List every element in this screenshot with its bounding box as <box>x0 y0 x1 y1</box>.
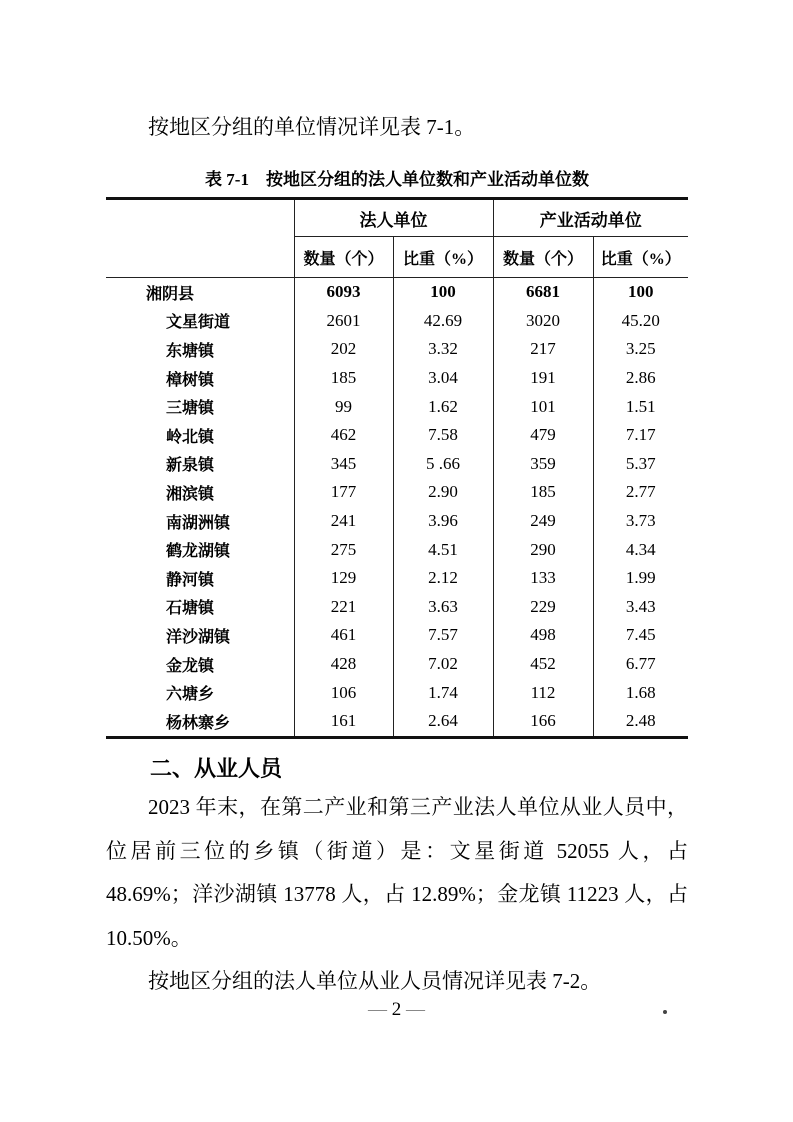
legal-share-cell: 100 <box>393 278 493 307</box>
table-row <box>106 593 688 622</box>
legal-share-cell: 3.96 <box>393 507 493 536</box>
activity-share-cell: 100 <box>593 278 688 307</box>
table-row <box>106 564 688 593</box>
legal-count-cell: 428 <box>294 650 393 679</box>
legal-share-cell: 7.58 <box>393 421 493 450</box>
region-name-cell: 六塘乡 <box>166 686 215 704</box>
legal-count-cell: 106 <box>294 678 393 707</box>
table-row <box>106 707 688 737</box>
table-row <box>106 307 688 336</box>
legal-share-cell: 3.04 <box>393 364 493 393</box>
activity-count-cell: 217 <box>493 335 593 364</box>
legal-share-cell: 3.63 <box>393 593 493 622</box>
region-name-cell: 湘滨镇 <box>166 485 215 503</box>
legal-count-cell: 221 <box>294 593 393 622</box>
legal-count-cell: 462 <box>294 421 393 450</box>
activity-count-cell: 166 <box>493 707 593 737</box>
legal-share-cell: 1.62 <box>393 392 493 421</box>
legal-share-cell: 2.90 <box>393 478 493 507</box>
legal-count-cell: 202 <box>294 335 393 364</box>
employment-paragraphs <box>106 786 688 1004</box>
page-number: 2 <box>391 999 402 1020</box>
table-row <box>106 535 688 564</box>
table-row <box>106 278 688 307</box>
region-name-cell: 鹤龙湖镇 <box>166 543 231 561</box>
region-name-cell: 东塘镇 <box>166 342 215 360</box>
legal-share-cell: 4.51 <box>393 535 493 564</box>
region-name-cell: 湘阴县 <box>146 285 195 303</box>
activity-count-cell: 359 <box>493 450 593 479</box>
region-name-cell: 杨林寨乡 <box>166 714 231 732</box>
footer-left-dash: — <box>368 999 387 1020</box>
legal-share-cell: 42.69 <box>393 307 493 336</box>
region-name-cell: 静河镇 <box>166 571 215 589</box>
legal-count-cell: 461 <box>294 621 393 650</box>
intro-paragraph: 按地区分组的单位情况详见表 7-1。 <box>148 115 476 139</box>
table-row <box>106 507 688 536</box>
table-row <box>106 621 688 650</box>
activity-count-cell: 249 <box>493 507 593 536</box>
activity-share-cell: 45.20 <box>593 307 688 336</box>
employment-paragraph-1: 2023 年末，在第二产业和第三产业法人单位从业人员中，位居前三位的乡镇（街道）是：文星街道 52055 人，占 48.69%；洋沙湖镇 13778 人，占 12.89%；金龙镇 11223 人，占 10.50%。 <box>106 795 688 950</box>
page-footer <box>0 999 793 1021</box>
legal-count-cell: 129 <box>294 564 393 593</box>
region-name-cell: 樟树镇 <box>166 371 215 389</box>
activity-count-cell: 185 <box>493 478 593 507</box>
activity-share-cell: 1.99 <box>593 564 688 593</box>
legal-share-cell: 7.02 <box>393 650 493 679</box>
section-heading-employment: 二、从业人员 <box>150 756 283 781</box>
region-name-cell: 洋沙湖镇 <box>166 628 231 646</box>
activity-count-cell: 112 <box>493 678 593 707</box>
legal-count-cell: 177 <box>294 478 393 507</box>
activity-share-cell: 3.43 <box>593 593 688 622</box>
region-name-cell: 三塘镇 <box>166 400 215 418</box>
legal-count-cell: 185 <box>294 364 393 393</box>
region-name-cell: 石塘镇 <box>166 600 215 618</box>
legal-share-cell: 2.12 <box>393 564 493 593</box>
table-row <box>106 650 688 679</box>
activity-share-cell: 3.73 <box>593 507 688 536</box>
activity-count-cell: 101 <box>493 392 593 421</box>
activity-count-cell: 290 <box>493 535 593 564</box>
activity-share-cell: 6.77 <box>593 650 688 679</box>
activity-count-cell: 452 <box>493 650 593 679</box>
region-name-cell: 南湖洲镇 <box>166 514 231 532</box>
activity-count-cell: 191 <box>493 364 593 393</box>
activity-share-cell: 2.77 <box>593 478 688 507</box>
activity-count-cell: 133 <box>493 564 593 593</box>
subheader-legal-count: 数量（个） <box>294 237 393 278</box>
legal-share-cell: 5 .66 <box>393 450 493 479</box>
activity-share-cell: 7.17 <box>593 421 688 450</box>
activity-share-cell: 2.48 <box>593 707 688 737</box>
region-name-cell: 文星街道 <box>166 314 231 332</box>
activity-share-cell: 5.37 <box>593 450 688 479</box>
column-group-activity-units: 产业活动单位 <box>493 199 688 237</box>
table-row <box>106 450 688 479</box>
legal-count-cell: 99 <box>294 392 393 421</box>
legal-count-cell: 161 <box>294 707 393 737</box>
legal-share-cell: 3.32 <box>393 335 493 364</box>
region-name-cell: 岭北镇 <box>166 428 215 446</box>
activity-share-cell: 1.51 <box>593 392 688 421</box>
table-row <box>106 421 688 450</box>
activity-share-cell: 7.45 <box>593 621 688 650</box>
legal-count-cell: 241 <box>294 507 393 536</box>
table-row <box>106 335 688 364</box>
subheader-legal-share: 比重（%） <box>393 237 493 278</box>
table-row <box>106 364 688 393</box>
column-group-legal-units: 法人单位 <box>294 199 493 237</box>
table-row <box>106 678 688 707</box>
subheader-activity-share: 比重（%） <box>593 237 688 278</box>
legal-count-cell: 275 <box>294 535 393 564</box>
table-row <box>106 478 688 507</box>
region-name-cell: 金龙镇 <box>166 657 215 675</box>
activity-count-cell: 479 <box>493 421 593 450</box>
legal-share-cell: 1.74 <box>393 678 493 707</box>
activity-share-cell: 3.25 <box>593 335 688 364</box>
activity-share-cell: 2.86 <box>593 364 688 393</box>
stub-header-cell <box>106 199 294 278</box>
legal-share-cell: 2.64 <box>393 707 493 737</box>
employment-paragraph-2: 按地区分组的法人单位从业人员情况详见表 7-2。 <box>148 969 602 993</box>
activity-count-cell: 6681 <box>493 278 593 307</box>
legal-count-cell: 6093 <box>294 278 393 307</box>
legal-count-cell: 2601 <box>294 307 393 336</box>
subheader-activity-count: 数量（个） <box>493 237 593 278</box>
legal-share-cell: 7.57 <box>393 621 493 650</box>
activity-count-cell: 229 <box>493 593 593 622</box>
activity-count-cell: 3020 <box>493 307 593 336</box>
legal-count-cell: 345 <box>294 450 393 479</box>
stray-dot-mark <box>663 1010 667 1014</box>
footer-right-dash: — <box>406 999 425 1020</box>
activity-count-cell: 498 <box>493 621 593 650</box>
activity-share-cell: 1.68 <box>593 678 688 707</box>
activity-share-cell: 4.34 <box>593 535 688 564</box>
region-name-cell: 新泉镇 <box>166 457 215 475</box>
units-by-region-table <box>106 197 688 739</box>
table-title: 表 7-1 按地区分组的法人单位数和产业活动单位数 <box>205 170 589 189</box>
table-row <box>106 392 688 421</box>
